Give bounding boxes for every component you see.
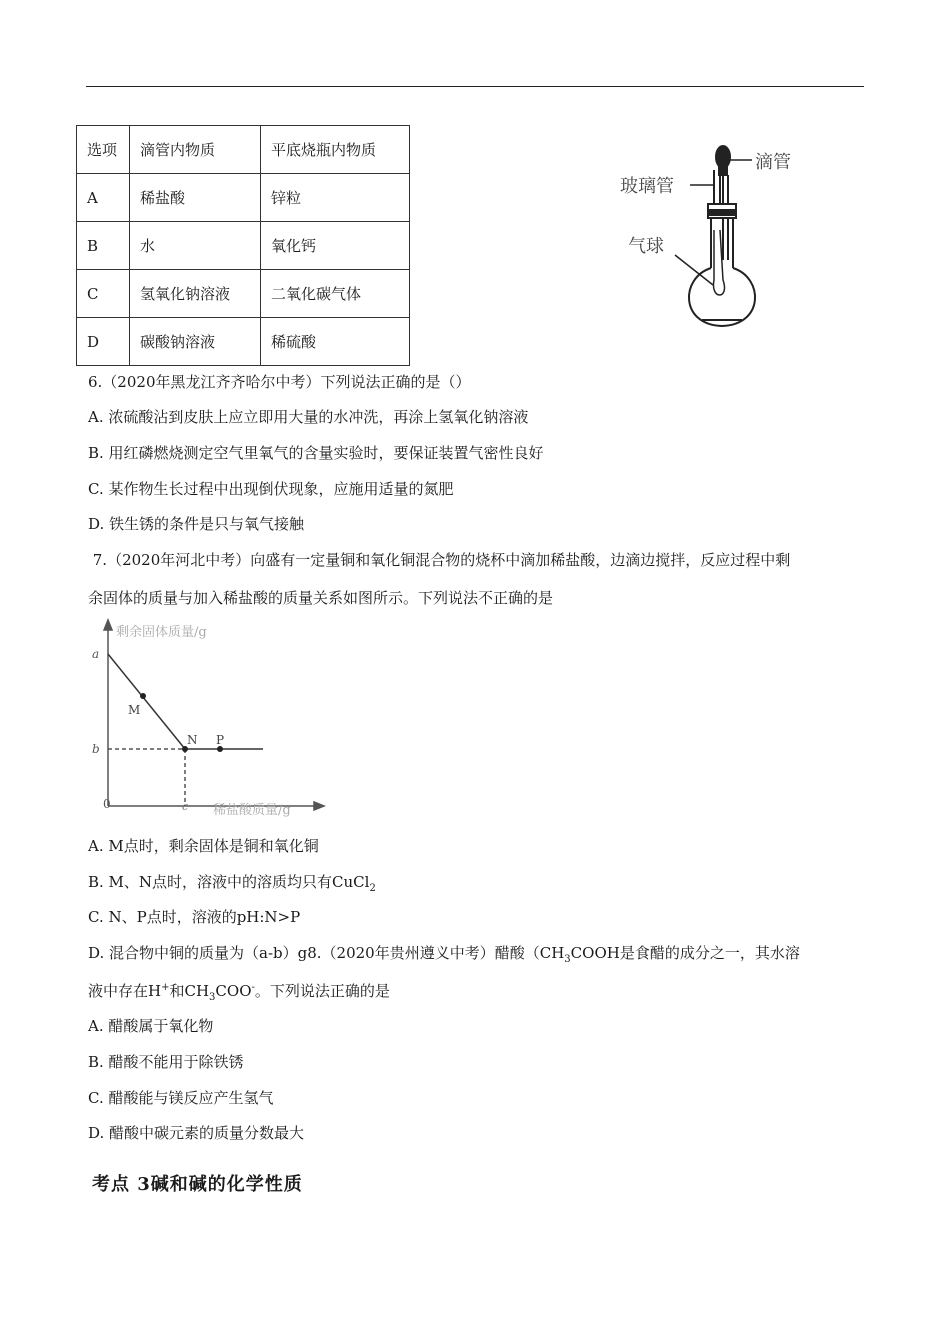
q8-line2-sub: 3 <box>209 992 216 1003</box>
flask-body <box>689 268 755 326</box>
graph-label-p: P <box>216 733 225 747</box>
dropper-bulb <box>716 146 730 168</box>
section-heading: 考点 3碱和碱的化学性质 <box>92 1174 303 1195</box>
q8-option-b: B. 醋酸不能用于除铁锈 <box>88 1053 244 1071</box>
table-header-cell: 选项 <box>77 126 130 174</box>
q8-stem-line2 <box>88 981 390 1001</box>
table-cell: D <box>77 318 130 366</box>
q7-option-d-sub: 3 <box>564 954 571 965</box>
table-row <box>77 174 410 222</box>
q8-option-a: A. 醋酸属于氧化物 <box>88 1017 214 1035</box>
q7-option-a: A. M点时，剩余固体是铜和氧化铜 <box>88 837 319 855</box>
table-cell: 氧化钙 <box>261 222 410 270</box>
table-cell: 水 <box>130 222 261 270</box>
flask-apparatus-figure <box>610 140 830 340</box>
options-table <box>76 125 410 366</box>
q6-option-d: D. 铁生锈的条件是只与氧气接触 <box>88 515 305 533</box>
q7-option-d-part2: COOH是食醋的成分之一，其水溶 <box>570 944 800 962</box>
q6-stem: 6.（2020年黑龙江齐齐哈尔中考）下列说法正确的是（） <box>88 373 471 391</box>
q8-option-c: C. 醋酸能与镁反应产生氢气 <box>88 1089 274 1107</box>
point-m <box>140 693 146 699</box>
label-balloon: 气球 <box>628 236 664 257</box>
q8-option-d: D. 醋酸中碳元素的质量分数最大 <box>88 1124 305 1142</box>
table-cell: 稀盐酸 <box>130 174 261 222</box>
q7-option-d-part1: D. 混合物中铜的质量为（a-b）g8.（2020年贵州遵义中考）醋酸（CH <box>88 944 565 962</box>
y-axis-arrow <box>104 620 112 630</box>
q8-line2-c: COO <box>215 982 252 1000</box>
q6-option-b: B. 用红磷燃烧测定空气里氧气的含量实验时，要保证装置气密性良好 <box>88 444 544 462</box>
q8-line2-sup1: + <box>161 982 170 993</box>
table-cell: A <box>77 174 130 222</box>
table-header-row <box>77 126 410 174</box>
q8-line2-sup2: - <box>251 982 255 993</box>
table-row <box>77 318 410 366</box>
table-cell: 二氧化碳气体 <box>261 270 410 318</box>
mass-graph <box>88 618 338 818</box>
table-row <box>77 222 410 270</box>
graph-ylabel: 剩余固体质量/g <box>116 625 207 640</box>
descending-line <box>108 654 185 749</box>
q7-option-b-sub: 2 <box>369 883 376 894</box>
graph-label-n: N <box>187 733 198 747</box>
stopper-band <box>709 210 735 215</box>
q6-option-c: C. 某作物生长过程中出现倒伏现象，应施用适量的氮肥 <box>88 480 454 498</box>
graph-x-c: c <box>182 800 189 813</box>
table-cell: B <box>77 222 130 270</box>
table-cell: 氢氧化钠溶液 <box>130 270 261 318</box>
table-header-cell: 滴管内物质 <box>130 126 261 174</box>
graph-y-a: a <box>92 647 100 661</box>
q7-option-c: C. N、P点时，溶液的pH:N>P <box>88 908 301 926</box>
label-glass-tube: 玻璃管 <box>620 176 674 197</box>
table-cell: 碳酸钠溶液 <box>130 318 261 366</box>
table-cell: C <box>77 270 130 318</box>
table-header-cell: 平底烧瓶内物质 <box>261 126 410 174</box>
q8-line2-a: 液中存在H <box>88 982 162 1000</box>
graph-y-b: b <box>92 742 100 756</box>
graph-xlabel: 稀盐酸质量/g <box>213 803 291 818</box>
q7-option-b <box>88 872 376 892</box>
q6-option-a: A. 浓硫酸沾到皮肤上应立即用大量的水冲洗，再涂上氢氧化钠溶液 <box>88 408 529 426</box>
table-cell: 稀硫酸 <box>261 318 410 366</box>
q7-option-d <box>88 943 800 963</box>
x-axis-arrow <box>314 802 324 810</box>
label-dropper: 滴管 <box>755 152 791 173</box>
table-row <box>77 270 410 318</box>
q7-option-b-text: B. M、N点时，溶液中的溶质均只有CuCl <box>88 873 370 891</box>
table-cell: 锌粒 <box>261 174 410 222</box>
q8-line2-b: 和CH <box>169 982 210 1000</box>
q7-stem-line2: 余固体的质量与加入稀盐酸的质量关系如图所示。下列说法不正确的是 <box>88 589 554 607</box>
q8-line2-d: 。下列说法正确的是 <box>254 982 390 1000</box>
graph-label-m: M <box>128 703 141 717</box>
q7-stem-line1: 7.（2020年河北中考）向盛有一定量铜和氧化铜混合物的烧杯中滴加稀盐酸，边滴边搅拌，反应过程中剩 <box>88 551 791 569</box>
graph-origin: 0 <box>103 797 111 811</box>
header-rule <box>86 86 864 87</box>
